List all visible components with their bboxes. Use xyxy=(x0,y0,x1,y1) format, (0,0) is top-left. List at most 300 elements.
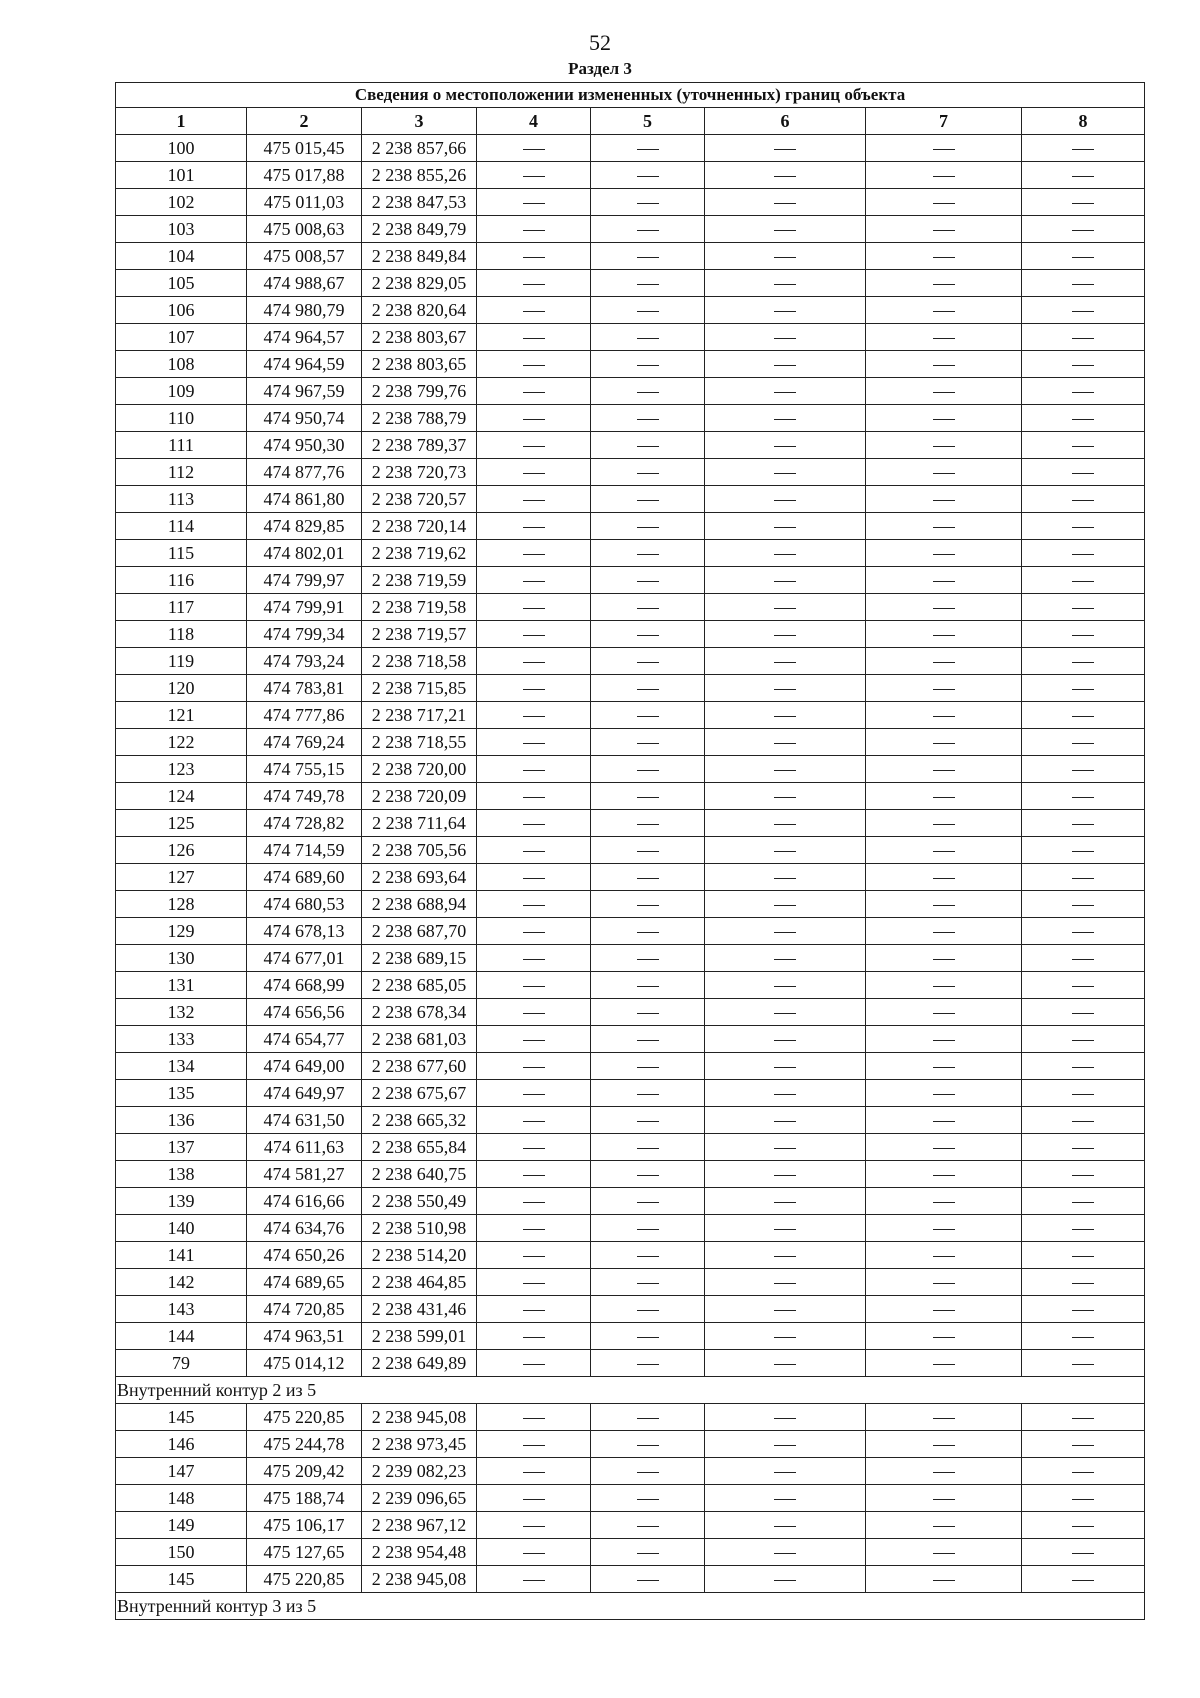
table-row xyxy=(116,1458,1145,1485)
empty-value-cell xyxy=(477,1242,591,1269)
dash-mark xyxy=(933,1364,955,1365)
dash-mark xyxy=(523,959,545,960)
table-row xyxy=(116,1539,1145,1566)
empty-value-cell xyxy=(705,1296,866,1323)
empty-value-cell xyxy=(1022,216,1145,243)
dash-mark xyxy=(637,1337,659,1338)
empty-value-cell xyxy=(591,594,705,621)
dash-mark xyxy=(637,1283,659,1284)
empty-value-cell xyxy=(591,945,705,972)
dash-mark xyxy=(637,1553,659,1554)
dash-mark xyxy=(1072,1067,1094,1068)
empty-value-cell xyxy=(866,432,1022,459)
y-coordinate-cell: 2 238 678,34 xyxy=(362,999,477,1026)
table-row xyxy=(116,1269,1145,1296)
point-number-cell: 136 xyxy=(116,1107,247,1134)
empty-value-cell xyxy=(705,135,866,162)
empty-value-cell xyxy=(477,675,591,702)
y-coordinate-cell: 2 238 789,37 xyxy=(362,432,477,459)
dash-mark xyxy=(523,392,545,393)
x-coordinate-cell: 474 649,97 xyxy=(247,1080,362,1107)
column-header: 5 xyxy=(591,108,705,135)
table-row xyxy=(116,891,1145,918)
empty-value-cell xyxy=(866,486,1022,513)
dash-mark xyxy=(523,527,545,528)
dash-mark xyxy=(637,1067,659,1068)
empty-value-cell xyxy=(477,1161,591,1188)
x-coordinate-cell: 474 720,85 xyxy=(247,1296,362,1323)
y-coordinate-cell: 2 238 829,05 xyxy=(362,270,477,297)
dash-mark xyxy=(933,500,955,501)
empty-value-cell xyxy=(477,324,591,351)
dash-mark xyxy=(637,878,659,879)
empty-value-cell xyxy=(591,378,705,405)
dash-mark xyxy=(933,1229,955,1230)
empty-value-cell xyxy=(866,378,1022,405)
dash-mark xyxy=(523,149,545,150)
empty-value-cell xyxy=(477,783,591,810)
empty-value-cell xyxy=(705,459,866,486)
y-coordinate-cell: 2 238 693,64 xyxy=(362,864,477,891)
empty-value-cell xyxy=(705,540,866,567)
empty-value-cell xyxy=(1022,1539,1145,1566)
dash-mark xyxy=(523,1013,545,1014)
empty-value-cell xyxy=(705,1161,866,1188)
dash-mark xyxy=(774,878,796,879)
empty-value-cell xyxy=(1022,378,1145,405)
empty-value-cell xyxy=(705,1080,866,1107)
dash-mark xyxy=(1072,905,1094,906)
empty-value-cell xyxy=(477,594,591,621)
dash-mark xyxy=(933,230,955,231)
y-coordinate-cell: 2 238 550,49 xyxy=(362,1188,477,1215)
dash-mark xyxy=(523,203,545,204)
dash-mark xyxy=(1072,203,1094,204)
empty-value-cell xyxy=(591,783,705,810)
dash-mark xyxy=(1072,473,1094,474)
y-coordinate-cell: 2 238 510,98 xyxy=(362,1215,477,1242)
table-row xyxy=(116,1053,1145,1080)
table-row xyxy=(116,1404,1145,1431)
column-header: 7 xyxy=(866,108,1022,135)
empty-value-cell xyxy=(1022,1161,1145,1188)
table-row xyxy=(116,324,1145,351)
empty-value-cell xyxy=(866,1323,1022,1350)
y-coordinate-cell: 2 238 655,84 xyxy=(362,1134,477,1161)
empty-value-cell xyxy=(477,1404,591,1431)
table-body xyxy=(116,135,1145,1620)
empty-value-cell xyxy=(866,891,1022,918)
empty-value-cell xyxy=(866,216,1022,243)
empty-value-cell xyxy=(591,513,705,540)
point-number-cell: 148 xyxy=(116,1485,247,1512)
empty-value-cell xyxy=(1022,270,1145,297)
point-number-cell: 103 xyxy=(116,216,247,243)
table-row xyxy=(116,1242,1145,1269)
dash-mark xyxy=(523,311,545,312)
empty-value-cell xyxy=(477,702,591,729)
x-coordinate-cell: 475 008,57 xyxy=(247,243,362,270)
point-number-cell: 108 xyxy=(116,351,247,378)
dash-mark xyxy=(523,1418,545,1419)
empty-value-cell xyxy=(866,270,1022,297)
dash-mark xyxy=(637,1094,659,1095)
dash-mark xyxy=(637,1202,659,1203)
dash-mark xyxy=(1072,770,1094,771)
table-row xyxy=(116,1215,1145,1242)
dash-mark xyxy=(1072,1337,1094,1338)
point-number-cell: 133 xyxy=(116,1026,247,1053)
dash-mark xyxy=(933,203,955,204)
dash-mark xyxy=(933,878,955,879)
empty-value-cell xyxy=(705,486,866,513)
dash-mark xyxy=(1072,338,1094,339)
dash-mark xyxy=(774,824,796,825)
dash-mark xyxy=(637,230,659,231)
dash-mark xyxy=(637,986,659,987)
point-number-cell: 113 xyxy=(116,486,247,513)
empty-value-cell xyxy=(591,702,705,729)
dash-mark xyxy=(1072,986,1094,987)
empty-value-cell xyxy=(477,648,591,675)
empty-value-cell xyxy=(705,972,866,999)
dash-mark xyxy=(774,743,796,744)
empty-value-cell xyxy=(705,999,866,1026)
empty-value-cell xyxy=(591,1323,705,1350)
dash-mark xyxy=(933,1526,955,1527)
empty-value-cell xyxy=(477,243,591,270)
empty-value-cell xyxy=(866,864,1022,891)
empty-value-cell xyxy=(866,540,1022,567)
point-number-cell: 104 xyxy=(116,243,247,270)
y-coordinate-cell: 2 238 681,03 xyxy=(362,1026,477,1053)
dash-mark xyxy=(774,1256,796,1257)
point-number-cell: 105 xyxy=(116,270,247,297)
empty-value-cell xyxy=(705,864,866,891)
empty-value-cell xyxy=(705,1431,866,1458)
empty-value-cell xyxy=(591,243,705,270)
empty-value-cell xyxy=(591,324,705,351)
dash-mark xyxy=(523,1094,545,1095)
dash-mark xyxy=(933,770,955,771)
table-row xyxy=(116,972,1145,999)
x-coordinate-cell: 474 631,50 xyxy=(247,1107,362,1134)
empty-value-cell xyxy=(1022,1188,1145,1215)
dash-mark xyxy=(637,473,659,474)
dash-mark xyxy=(1072,1094,1094,1095)
x-coordinate-cell: 474 950,74 xyxy=(247,405,362,432)
dash-mark xyxy=(933,392,955,393)
dash-mark xyxy=(774,797,796,798)
dash-mark xyxy=(774,1121,796,1122)
y-coordinate-cell: 2 238 689,15 xyxy=(362,945,477,972)
y-coordinate-cell: 2 238 954,48 xyxy=(362,1539,477,1566)
table-row xyxy=(116,513,1145,540)
empty-value-cell xyxy=(705,1188,866,1215)
table-row xyxy=(116,270,1145,297)
empty-value-cell xyxy=(1022,513,1145,540)
table-row xyxy=(116,486,1145,513)
dash-mark xyxy=(1072,1256,1094,1257)
empty-value-cell xyxy=(1022,1296,1145,1323)
point-number-cell: 138 xyxy=(116,1161,247,1188)
point-number-cell: 145 xyxy=(116,1566,247,1593)
empty-value-cell xyxy=(591,1296,705,1323)
dash-mark xyxy=(637,1121,659,1122)
dash-mark xyxy=(637,1445,659,1446)
table-row xyxy=(116,1485,1145,1512)
dash-mark xyxy=(774,1337,796,1338)
dash-mark xyxy=(637,1310,659,1311)
dash-mark xyxy=(523,986,545,987)
dash-mark xyxy=(637,176,659,177)
contour-label: Внутренний контур 2 из 5 xyxy=(116,1377,1145,1404)
dash-mark xyxy=(523,1310,545,1311)
empty-value-cell xyxy=(1022,459,1145,486)
dash-mark xyxy=(933,419,955,420)
x-coordinate-cell: 475 014,12 xyxy=(247,1350,362,1377)
dash-mark xyxy=(933,1472,955,1473)
empty-value-cell xyxy=(477,162,591,189)
empty-value-cell xyxy=(591,810,705,837)
y-coordinate-cell: 2 238 720,14 xyxy=(362,513,477,540)
empty-value-cell xyxy=(705,189,866,216)
dash-mark xyxy=(774,986,796,987)
empty-value-cell xyxy=(1022,783,1145,810)
dash-mark xyxy=(1072,230,1094,231)
dash-mark xyxy=(1072,500,1094,501)
empty-value-cell xyxy=(477,378,591,405)
empty-value-cell xyxy=(477,756,591,783)
x-coordinate-cell: 474 861,80 xyxy=(247,486,362,513)
y-coordinate-cell: 2 238 857,66 xyxy=(362,135,477,162)
empty-value-cell xyxy=(705,1242,866,1269)
point-number-cell: 111 xyxy=(116,432,247,459)
dash-mark xyxy=(774,959,796,960)
empty-value-cell xyxy=(1022,918,1145,945)
dash-mark xyxy=(774,581,796,582)
dash-mark xyxy=(637,392,659,393)
empty-value-cell xyxy=(705,513,866,540)
dash-mark xyxy=(774,203,796,204)
y-coordinate-cell: 2 238 973,45 xyxy=(362,1431,477,1458)
empty-value-cell xyxy=(477,810,591,837)
point-number-cell: 125 xyxy=(116,810,247,837)
dash-mark xyxy=(933,527,955,528)
empty-value-cell xyxy=(705,1485,866,1512)
empty-value-cell xyxy=(1022,486,1145,513)
empty-value-cell xyxy=(591,1053,705,1080)
empty-value-cell xyxy=(705,567,866,594)
y-coordinate-cell: 2 238 431,46 xyxy=(362,1296,477,1323)
empty-value-cell xyxy=(705,1566,866,1593)
dash-mark xyxy=(933,932,955,933)
empty-value-cell xyxy=(705,810,866,837)
empty-value-cell xyxy=(477,1350,591,1377)
empty-value-cell xyxy=(477,729,591,756)
x-coordinate-cell: 475 244,78 xyxy=(247,1431,362,1458)
dash-mark xyxy=(1072,419,1094,420)
dash-mark xyxy=(523,1148,545,1149)
table-row xyxy=(116,675,1145,702)
x-coordinate-cell: 474 755,15 xyxy=(247,756,362,783)
column-header-row xyxy=(116,108,1145,135)
dash-mark xyxy=(933,824,955,825)
empty-value-cell xyxy=(477,621,591,648)
empty-value-cell xyxy=(477,459,591,486)
dash-mark xyxy=(774,1526,796,1527)
dash-mark xyxy=(523,608,545,609)
dash-mark xyxy=(637,608,659,609)
empty-value-cell xyxy=(477,1215,591,1242)
empty-value-cell xyxy=(866,972,1022,999)
dash-mark xyxy=(774,635,796,636)
empty-value-cell xyxy=(1022,297,1145,324)
dash-mark xyxy=(774,1364,796,1365)
empty-value-cell xyxy=(1022,1242,1145,1269)
empty-value-cell xyxy=(1022,1107,1145,1134)
empty-value-cell xyxy=(866,810,1022,837)
empty-value-cell xyxy=(866,1242,1022,1269)
column-header: 2 xyxy=(247,108,362,135)
dash-mark xyxy=(933,257,955,258)
dash-mark xyxy=(1072,581,1094,582)
dash-mark xyxy=(637,365,659,366)
empty-value-cell xyxy=(591,1350,705,1377)
x-coordinate-cell: 474 634,76 xyxy=(247,1215,362,1242)
empty-value-cell xyxy=(866,1512,1022,1539)
dash-mark xyxy=(637,1364,659,1365)
empty-value-cell xyxy=(866,918,1022,945)
empty-value-cell xyxy=(705,729,866,756)
dash-mark xyxy=(637,1526,659,1527)
table-row xyxy=(116,999,1145,1026)
empty-value-cell xyxy=(1022,351,1145,378)
dash-mark xyxy=(774,1013,796,1014)
dash-mark xyxy=(637,257,659,258)
empty-value-cell xyxy=(705,1215,866,1242)
dash-mark xyxy=(933,851,955,852)
dash-mark xyxy=(637,824,659,825)
dash-mark xyxy=(1072,689,1094,690)
empty-value-cell xyxy=(477,1458,591,1485)
empty-value-cell xyxy=(866,513,1022,540)
dash-mark xyxy=(933,635,955,636)
empty-value-cell xyxy=(1022,837,1145,864)
empty-value-cell xyxy=(705,1458,866,1485)
empty-value-cell xyxy=(477,864,591,891)
empty-value-cell xyxy=(866,621,1022,648)
dash-mark xyxy=(933,716,955,717)
empty-value-cell xyxy=(705,243,866,270)
dash-mark xyxy=(523,743,545,744)
empty-value-cell xyxy=(705,945,866,972)
empty-value-cell xyxy=(591,999,705,1026)
dash-mark xyxy=(523,662,545,663)
dash-mark xyxy=(774,1580,796,1581)
dash-mark xyxy=(523,851,545,852)
x-coordinate-cell: 474 963,51 xyxy=(247,1323,362,1350)
y-coordinate-cell: 2 238 803,67 xyxy=(362,324,477,351)
dash-mark xyxy=(637,338,659,339)
table-row xyxy=(116,405,1145,432)
dash-mark xyxy=(523,338,545,339)
x-coordinate-cell: 474 668,99 xyxy=(247,972,362,999)
dash-mark xyxy=(774,905,796,906)
empty-value-cell xyxy=(866,837,1022,864)
x-coordinate-cell: 474 678,13 xyxy=(247,918,362,945)
table-row xyxy=(116,1566,1145,1593)
empty-value-cell xyxy=(866,459,1022,486)
point-number-cell: 117 xyxy=(116,594,247,621)
x-coordinate-cell: 474 829,85 xyxy=(247,513,362,540)
dash-mark xyxy=(637,689,659,690)
empty-value-cell xyxy=(866,1026,1022,1053)
point-number-cell: 115 xyxy=(116,540,247,567)
point-number-cell: 102 xyxy=(116,189,247,216)
dash-mark xyxy=(523,1121,545,1122)
empty-value-cell xyxy=(866,1134,1022,1161)
empty-value-cell xyxy=(1022,1134,1145,1161)
x-coordinate-cell: 475 188,74 xyxy=(247,1485,362,1512)
empty-value-cell xyxy=(866,594,1022,621)
empty-value-cell xyxy=(705,621,866,648)
dash-mark xyxy=(637,284,659,285)
empty-value-cell xyxy=(705,1512,866,1539)
dash-mark xyxy=(774,365,796,366)
dash-mark xyxy=(1072,176,1094,177)
y-coordinate-cell: 2 238 799,76 xyxy=(362,378,477,405)
y-coordinate-cell: 2 238 849,84 xyxy=(362,243,477,270)
y-coordinate-cell: 2 238 685,05 xyxy=(362,972,477,999)
point-number-cell: 79 xyxy=(116,1350,247,1377)
dash-mark xyxy=(1072,1499,1094,1500)
empty-value-cell xyxy=(1022,972,1145,999)
dash-mark xyxy=(637,311,659,312)
dash-mark xyxy=(774,284,796,285)
empty-value-cell xyxy=(705,162,866,189)
x-coordinate-cell: 474 654,77 xyxy=(247,1026,362,1053)
empty-value-cell xyxy=(866,189,1022,216)
y-coordinate-cell: 2 238 705,56 xyxy=(362,837,477,864)
y-coordinate-cell: 2 238 717,21 xyxy=(362,702,477,729)
empty-value-cell xyxy=(591,1404,705,1431)
dash-mark xyxy=(933,1148,955,1149)
empty-value-cell xyxy=(705,783,866,810)
empty-value-cell xyxy=(1022,756,1145,783)
x-coordinate-cell: 474 677,01 xyxy=(247,945,362,972)
empty-value-cell xyxy=(591,1188,705,1215)
dash-mark xyxy=(774,527,796,528)
dash-mark xyxy=(637,500,659,501)
empty-value-cell xyxy=(591,1161,705,1188)
empty-value-cell xyxy=(866,1080,1022,1107)
dash-mark xyxy=(774,1175,796,1176)
dash-mark xyxy=(1072,959,1094,960)
dash-mark xyxy=(523,365,545,366)
empty-value-cell xyxy=(866,1296,1022,1323)
dash-mark xyxy=(523,797,545,798)
table-row xyxy=(116,1512,1145,1539)
empty-value-cell xyxy=(1022,162,1145,189)
empty-value-cell xyxy=(705,432,866,459)
point-number-cell: 130 xyxy=(116,945,247,972)
dash-mark xyxy=(637,1013,659,1014)
empty-value-cell xyxy=(1022,1512,1145,1539)
table-row xyxy=(116,1026,1145,1053)
dash-mark xyxy=(774,608,796,609)
dash-mark xyxy=(1072,311,1094,312)
